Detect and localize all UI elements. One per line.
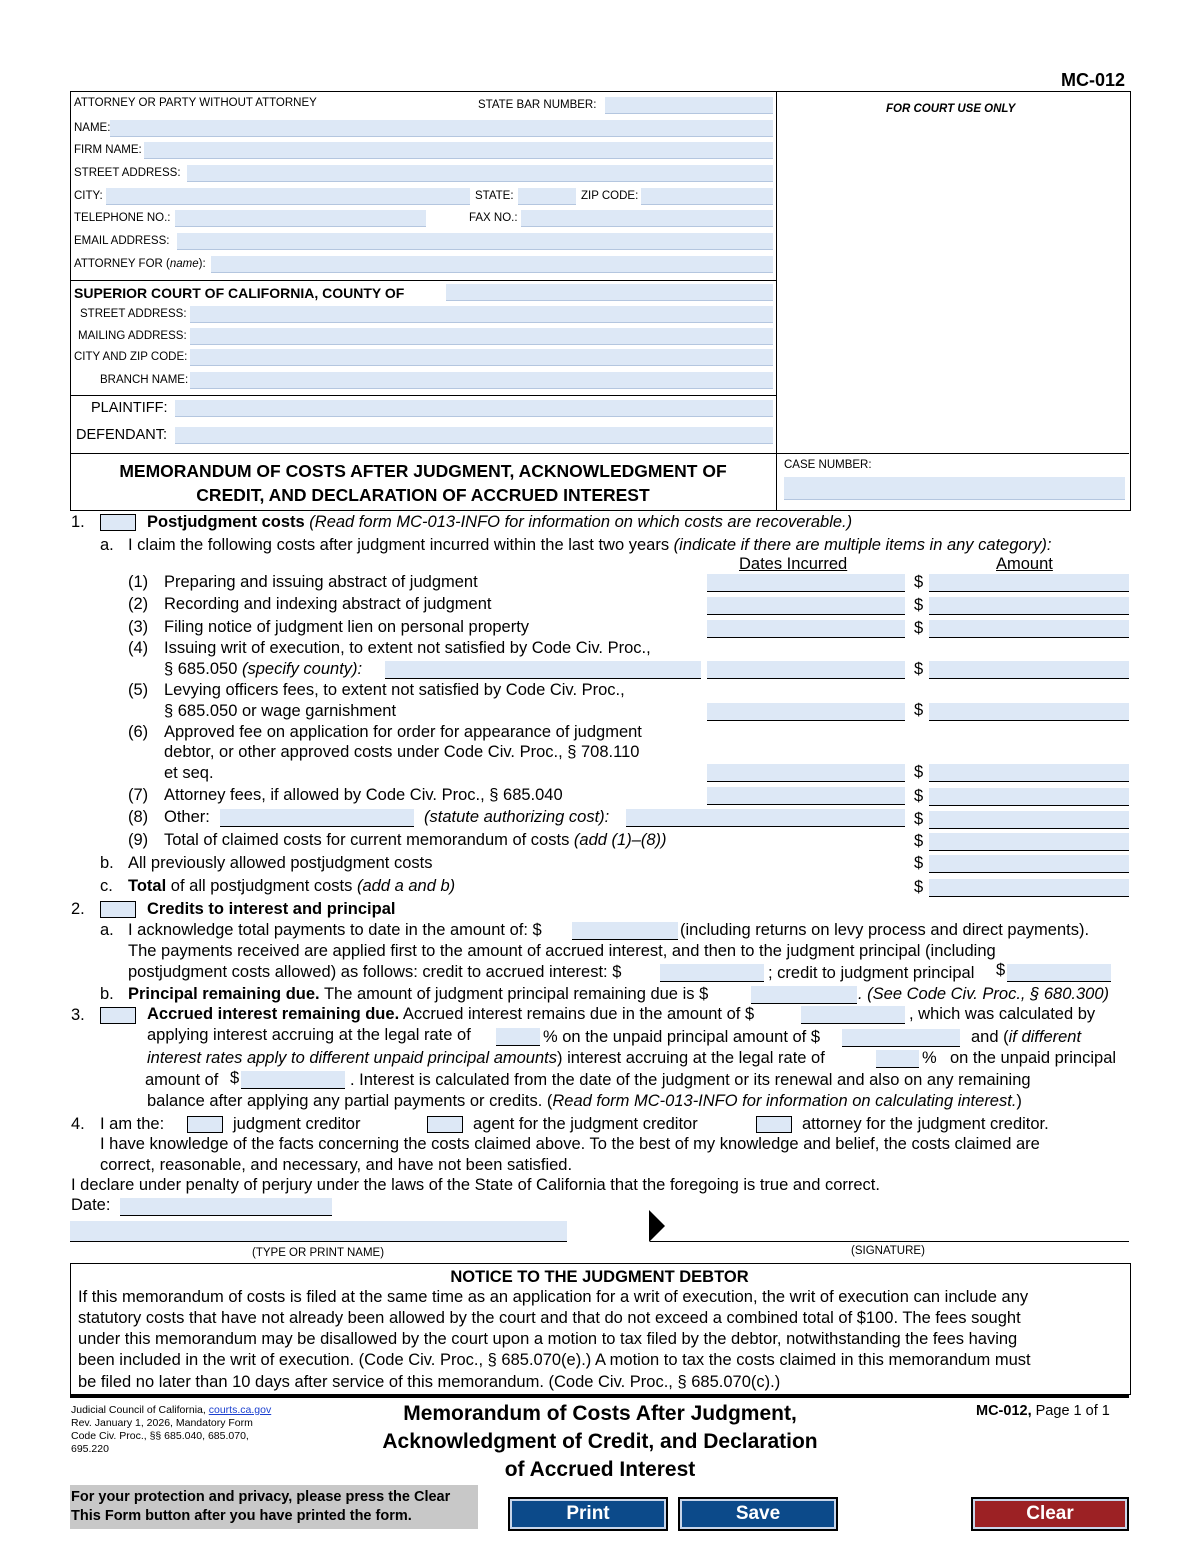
date-field-1[interactable] <box>707 574 905 592</box>
name-label: NAME: <box>74 122 111 134</box>
amount-field-2[interactable] <box>929 597 1129 615</box>
line7-text: Attorney fees, if allowed by Code Civ. Proc., § 685.040 <box>164 786 563 804</box>
email-label: EMAIL ADDRESS: <box>74 235 170 247</box>
court-branch-field[interactable] <box>190 372 773 389</box>
item3-checkbox[interactable] <box>100 1007 136 1024</box>
amount-field-7[interactable] <box>929 788 1129 806</box>
court-mailing-label: MAILING ADDRESS: <box>78 330 187 342</box>
item1a-text: I claim the following costs after judgment incurred within the last two years (indicate if there are multiple items in any category): <box>128 536 1052 554</box>
form-id: MC-012 <box>1061 70 1126 90</box>
other-field[interactable] <box>220 809 414 827</box>
line5-num: (5) <box>128 681 149 699</box>
notice-text: under this memorandum may be disallowed by the court upon a motion to tax filed by the debtor, notwithstanding the fees having <box>78 1330 1018 1348</box>
date-field[interactable] <box>120 1198 332 1216</box>
item3-text-3: % on the unpaid principal amount of $ <box>543 1028 821 1046</box>
item2a-text-4: ; credit to judgment principal <box>768 964 975 982</box>
line5-text: Levying officers fees, to extent not satisfied by Code Civ. Proc., <box>164 681 625 699</box>
line9-text: Total of claimed costs for current memorandum of costs (add (1)–(8)) <box>164 831 667 849</box>
court-street-label: STREET ADDRESS: <box>80 308 187 320</box>
privacy-notice: For your protection and privacy, please press the Clear This Form button after you have printed the form. <box>70 1485 478 1529</box>
line4-text: Issuing writ of execution, to extent not satisfied by Code Civ. Proc., <box>164 639 651 657</box>
state-field[interactable] <box>518 188 576 205</box>
accrued-interest-field[interactable] <box>801 1006 905 1024</box>
unpaid-principal-field[interactable] <box>842 1029 960 1047</box>
case-number-field[interactable] <box>784 477 1125 500</box>
judgment-creditor-label: judgment creditor <box>233 1115 361 1133</box>
line6-text-c: et seq. <box>164 764 214 782</box>
line2-text: Recording and indexing abstract of judgment <box>164 595 492 613</box>
dollar-sign: $ <box>914 854 924 872</box>
save-button[interactable]: Save <box>678 1497 838 1531</box>
attorney-label: attorney for the judgment creditor. <box>802 1115 1049 1133</box>
line8-num: (8) <box>128 808 149 826</box>
bar-number-label: STATE BAR NUMBER: <box>478 99 597 111</box>
item3-text-7: amount of <box>145 1071 219 1089</box>
dollar-sign: $ <box>914 763 924 781</box>
tel-label: TELEPHONE NO.: <box>74 212 171 224</box>
name-field[interactable] <box>110 120 773 137</box>
percent-sign: % <box>922 1049 937 1067</box>
line7-num: (7) <box>128 786 149 804</box>
item2a-text-3: postjudgment costs allowed) as follows: credit to accrued interest: $ <box>128 963 622 981</box>
amount-of-field[interactable] <box>241 1071 345 1089</box>
court-title: SUPERIOR COURT OF CALIFORNIA, COUNTY OF <box>74 285 405 301</box>
date-field-2[interactable] <box>707 597 905 615</box>
legal-rate-field-1[interactable] <box>496 1028 540 1046</box>
attorney-checkbox[interactable] <box>756 1116 792 1133</box>
notice-title: NOTICE TO THE JUDGMENT DEBTOR <box>450 1268 749 1286</box>
court-street-field[interactable] <box>190 306 773 323</box>
line3-text: Filing notice of judgment lien on personal property <box>164 618 530 636</box>
line4-text-b: § 685.050 (specify county): <box>164 660 363 678</box>
signature-caption: (SIGNATURE) <box>851 1245 925 1257</box>
credit-interest-field[interactable] <box>660 964 764 982</box>
street-label: STREET ADDRESS: <box>74 167 181 179</box>
item2a-label: a. <box>100 921 114 939</box>
item3-text-2: applying interest accruing at the legal rate of <box>147 1026 471 1044</box>
date-field-6[interactable] <box>707 764 905 782</box>
line6-text: Approved fee on application for order for appearance of judgment <box>164 723 642 741</box>
item1b-text: All previously allowed postjudgment costs <box>128 854 433 872</box>
line9-num: (9) <box>128 831 149 849</box>
amount-field-c[interactable] <box>929 879 1129 897</box>
print-name-field[interactable] <box>70 1221 567 1242</box>
line6-num: (6) <box>128 723 149 741</box>
signature-line <box>650 1241 1129 1242</box>
court-cityzip-label: CITY AND ZIP CODE: <box>74 351 188 363</box>
line5-text-b: § 685.050 or wage garnishment <box>164 702 397 720</box>
amount-field-8[interactable] <box>929 811 1129 829</box>
item3-text-8: . Interest is calculated from the date of the judgment or its renewal and also on any remaining <box>350 1071 1031 1089</box>
attorney-for-field[interactable] <box>211 256 773 273</box>
plaintiff-label: PLAINTIFF: <box>91 400 168 416</box>
footer-title: Memorandum of Costs After Judgment, Acknowledgment of Credit, and Declaration of Accrued Interest <box>382 1402 818 1481</box>
footer-info: Judicial Council of California, courts.ca.gov Rev. January 1, 2026, Mandatory Form Code Civ. Proc., §§ 685.040, 685.070, 695.220 <box>71 1404 272 1455</box>
amount-field-4[interactable] <box>929 661 1129 679</box>
item4-num: 4. <box>71 1115 85 1133</box>
item3-text-4: and (if different <box>971 1028 1082 1046</box>
dollar-sign: $ <box>914 810 924 828</box>
line8-text: Other: <box>164 808 210 826</box>
legal-rate-field-2[interactable] <box>876 1050 919 1068</box>
statute-field[interactable] <box>626 809 905 827</box>
dollar-sign: $ <box>914 619 924 637</box>
dollar-sign: $ <box>914 573 924 591</box>
item2b-note: . (See Code Civ. Proc., § 680.300) <box>858 985 1109 1003</box>
declaration-text: I declare under penalty of perjury under the laws of the State of California that the foregoing is true and correct. <box>71 1176 880 1194</box>
line6-text-b: debtor, or other approved costs under Code Civ. Proc., § 708.110 <box>164 743 640 761</box>
date-label: Date: <box>71 1196 111 1214</box>
notice-text: been included in the writ of execution. (Code Civ. Proc., § 685.070(e).) A motion to tax the costs claimed in this memorandum must <box>78 1351 1031 1369</box>
statute-label: (statute authorizing cost): <box>424 808 610 826</box>
agent-checkbox[interactable] <box>427 1116 463 1133</box>
item2-num: 2. <box>71 900 85 918</box>
amount-field-1[interactable] <box>929 574 1129 592</box>
item3-text-6: on the unpaid principal <box>950 1049 1117 1067</box>
date-field-7[interactable] <box>707 787 905 805</box>
line2-num: (2) <box>128 595 149 613</box>
item2b-text: Principal remaining due. The amount of judgment principal remaining due is $ <box>128 985 709 1003</box>
street-field[interactable] <box>187 165 773 182</box>
item2a-text-b: (including returns on levy process and direct payments). <box>680 921 1090 939</box>
agent-label: agent for the judgment creditor <box>473 1115 698 1133</box>
item2a-text: I acknowledge total payments to date in the amount of: $ <box>128 921 542 939</box>
defendant-field[interactable] <box>175 427 773 444</box>
dollar-sign: $ <box>914 787 924 805</box>
amount-field-b[interactable] <box>929 855 1129 873</box>
email-field[interactable] <box>177 233 773 250</box>
item1-num: 1. <box>71 513 85 531</box>
signature-arrow-icon <box>648 1208 666 1244</box>
amount-field-3[interactable] <box>929 620 1129 638</box>
line1-text: Preparing and issuing abstract of judgment <box>164 573 478 591</box>
item1a-label: a. <box>100 536 114 554</box>
city-label: CITY: <box>74 190 103 202</box>
dollar-sign: $ <box>914 701 924 719</box>
footer-rule <box>70 1395 1129 1398</box>
print-name-caption: (TYPE OR PRINT NAME) <box>252 1247 385 1259</box>
bar-number-field[interactable] <box>605 97 773 114</box>
county-specify-field[interactable] <box>385 661 701 679</box>
principal-remaining-field[interactable] <box>751 986 857 1004</box>
notice-text: statutory costs that have not already been allowed by the court and that do not exceed a combined total of $100. The fees sought <box>78 1309 1021 1327</box>
item4-iam: I am the: <box>100 1115 165 1133</box>
tel-field[interactable] <box>175 210 426 227</box>
item2a-text-2: The payments received are applied first to the amount of accrued interest, and then to the judgment principal (including <box>128 942 996 960</box>
state-label: STATE: <box>475 190 514 202</box>
form-title: MEMORANDUM OF COSTS AFTER JUDGMENT, ACKNOWLEDGMENT OF CREDIT, AND DECLARATION OF ACCRUED INTEREST <box>119 461 727 505</box>
county-field[interactable] <box>446 284 773 301</box>
dollar-sign: $ <box>914 596 924 614</box>
firm-label: FIRM NAME: <box>74 144 142 156</box>
item2-heading: Credits to interest and principal <box>147 900 396 918</box>
court-branch-label: BRANCH NAME: <box>100 374 189 386</box>
caption-divider <box>776 91 777 510</box>
item3-text-b: , which was calculated by <box>909 1005 1096 1023</box>
item2-checkbox[interactable] <box>100 901 136 918</box>
item3-text-5: interest rates apply to different unpaid principal amounts) interest accruing at the legal rate of <box>147 1049 825 1067</box>
attorney-for-label: ATTORNEY FOR (name): <box>74 258 206 270</box>
dollar-sign: $ <box>914 660 924 678</box>
court-cityzip-field[interactable] <box>190 349 773 366</box>
firm-field[interactable] <box>144 142 773 159</box>
zip-label: ZIP CODE: <box>581 190 639 202</box>
date-field-5[interactable] <box>707 703 905 721</box>
defendant-label: DEFENDANT: <box>76 427 168 443</box>
credit-principal-field[interactable] <box>1007 964 1111 982</box>
plaintiff-field[interactable] <box>175 400 773 417</box>
item1-heading: Postjudgment costs (Read form MC-013-INFO for information on which costs are recoverable.) <box>147 513 853 531</box>
date-field-4[interactable] <box>707 661 905 679</box>
amount-header: Amount <box>996 555 1053 573</box>
fax-label: FAX NO.: <box>469 212 518 224</box>
case-number-label: CASE NUMBER: <box>784 459 872 471</box>
date-field-3[interactable] <box>707 620 905 638</box>
court-use-label: FOR COURT USE ONLY <box>886 103 1016 115</box>
page-indicator: MC-012, Page 1 of 1 <box>976 1403 1110 1419</box>
dates-incurred-header: Dates Incurred <box>739 555 848 573</box>
total-payments-field[interactable] <box>572 922 678 940</box>
item3-text: Accrued interest remaining due. Accrued interest remains due in the amount of $ <box>147 1005 755 1023</box>
court-mailing-field[interactable] <box>190 328 773 345</box>
item1c-label: c. <box>100 877 113 895</box>
print-button[interactable]: Print <box>508 1497 668 1531</box>
clear-button[interactable]: Clear <box>971 1497 1129 1531</box>
fax-field[interactable] <box>521 210 773 227</box>
amount-field-5[interactable] <box>929 703 1129 721</box>
line1-num: (1) <box>128 573 149 591</box>
dollar-sign: $ <box>996 961 1006 979</box>
line4-num: (4) <box>128 639 149 657</box>
zip-field[interactable] <box>641 188 773 205</box>
item1c-text: Total of all postjudgment costs (add a and b) <box>128 877 456 895</box>
amount-field-6[interactable] <box>929 764 1129 782</box>
notice-text: be filed no later than 10 days after service of this memorandum. (Code Civ. Proc., § 685.070(c).) <box>78 1373 781 1391</box>
item3-text-9: balance after applying any partial payments or credits. (Read form MC-013-INFO for information on calculating interest.) <box>147 1092 1022 1110</box>
courts-link[interactable]: courts.ca.gov <box>208 1404 272 1416</box>
item1-checkbox[interactable] <box>100 514 136 531</box>
knowledge-text: I have knowledge of the facts concerning the costs claimed above. To the best of my knowledge and belief, the costs claimed are <box>100 1135 1040 1153</box>
city-field[interactable] <box>106 188 470 205</box>
item2b-label: b. <box>100 985 114 1003</box>
item1b-label: b. <box>100 854 114 872</box>
judgment-creditor-checkbox[interactable] <box>187 1116 223 1133</box>
amount-field-9[interactable] <box>929 833 1129 851</box>
attorney-header: ATTORNEY OR PARTY WITHOUT ATTORNEY <box>74 97 317 109</box>
dollar-sign: $ <box>230 1069 240 1087</box>
knowledge-text-2: correct, reasonable, and necessary, and have not been satisfied. <box>100 1156 573 1174</box>
notice-text: If this memorandum of costs is filed at the same time as an application for a writ of execution, the writ of execution can include any <box>78 1288 1029 1306</box>
dollar-sign: $ <box>914 878 924 896</box>
line3-num: (3) <box>128 618 149 636</box>
item3-num: 3. <box>71 1006 85 1024</box>
dollar-sign: $ <box>914 832 924 850</box>
